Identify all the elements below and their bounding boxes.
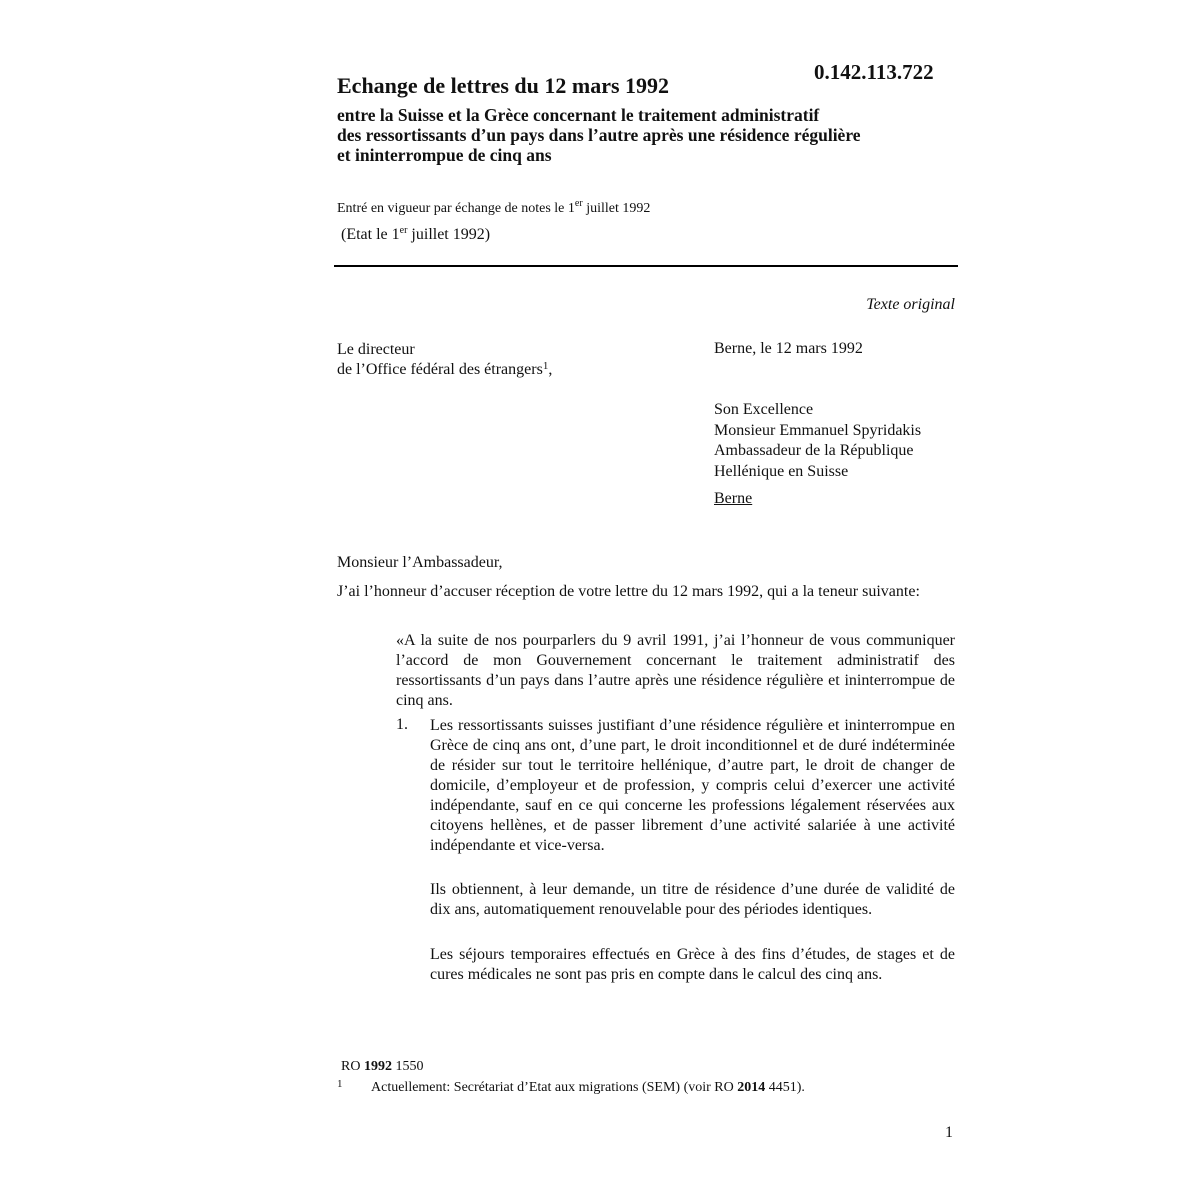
sender-line: [337, 360, 552, 380]
entry-into-force-suffix: juillet 1992: [582, 201, 651, 216]
intro-paragraph: J’ai l’honneur d’accuser réception de votre lettre du 12 mars 1992, qui a la teneur suivante:: [337, 583, 920, 600]
footnote-reference[interactable]: 1: [542, 360, 549, 372]
sr-number: 0.142.113.722: [814, 60, 934, 84]
state-sup: er: [399, 225, 408, 236]
sender-block: [337, 340, 552, 380]
entry-into-force-sup: er: [574, 198, 583, 209]
item-paragraph: Les séjours temporaires effectués en Grèce à des fins d’études, de stages et de cures médicales ne sont pas pris en compte dans le calcul des cinq ans.: [430, 946, 955, 983]
recipient-block: [714, 400, 921, 482]
state-suffix: juillet 1992): [407, 226, 491, 243]
sender-trailing: ,: [548, 361, 553, 378]
sender-line: Le directeur: [337, 341, 415, 358]
item-paragraph: Ils obtiennent, à leur demande, un titre de résidence d’une durée de validité de dix ans, automatiquement renouvelable pour des périodes identiques.: [430, 881, 955, 918]
page-number: 1: [945, 1124, 953, 1141]
original-text-label: Texte original: [866, 296, 955, 313]
footnote-text: [371, 1080, 805, 1096]
quote-paragraph: «A la suite de nos pourparlers du 9 avril 1991, j’ai l’honneur de vous communiquer l’accord de mon Gouvernement concernant le traitement administratif des ressortissants d’un pays dans l’autre après une résidence régulière et ininterrompue de cinq ans.: [396, 632, 955, 709]
recipient-line: Son Excellence: [714, 401, 814, 418]
subtitle-line: et ininterrompue de cinq ans: [337, 145, 552, 165]
sender-office: de l’Office fédéral des étrangers: [337, 361, 543, 378]
ro-page: 1550: [391, 1059, 424, 1074]
subtitle-line: entre la Suisse et la Grèce concernant le traitement administratif: [337, 105, 820, 125]
footnote-prefix: Actuellement: Secrétariat d’Etat aux migrations (SEM) (voir RO: [371, 1080, 738, 1095]
footnote-suffix: 4451).: [765, 1080, 805, 1095]
footnote-number: 1: [337, 1078, 343, 1090]
recipient-line: Hellénique en Suisse: [714, 462, 849, 480]
entry-into-force-prefix: Entré en vigueur par échange de notes le 1: [337, 201, 575, 216]
entry-into-force: [337, 198, 651, 217]
footnote-year: 2014: [737, 1080, 766, 1095]
salutation: Monsieur l’Ambassadeur,: [337, 554, 503, 571]
document-subtitle: [337, 105, 962, 165]
item-number: 1.: [396, 716, 408, 733]
subtitle-line: des ressortissants d’un pays dans l’autre après une résidence régulière: [337, 125, 861, 145]
state-date: [341, 226, 490, 244]
state-prefix: (Etat le 1: [341, 226, 400, 243]
ro-reference: [341, 1059, 423, 1075]
recipient-city: Berne: [714, 490, 753, 507]
item-paragraph: Les ressortissants suisses justifiant d’une résidence régulière et ininterrompue en Grèce de cinq ans ont, d’une part, le droit inconditionnel et de duré indéterminée de résider sur tout le territoire hellénique, d’autre part, le droit de changer de domicile, d’employeur et de profession, y compris celui d’exercer une activité indépendante, sauf en ce qui concerne les professions légalement réservées aux citoyens hellènes, et de passer librement d’une activité salariée à une activité indépendante et vice-versa.: [430, 717, 955, 854]
recipient-line: Monsieur Emmanuel Spyridakis: [714, 421, 922, 439]
ro-year: 1992: [363, 1059, 392, 1074]
document-title: Echange de lettres du 12 mars 1992: [337, 73, 670, 98]
recipient-line: Ambassadeur de la République: [714, 442, 914, 459]
header-divider: [334, 265, 958, 267]
place-date: Berne, le 12 mars 1992: [714, 340, 863, 357]
ro-prefix: RO: [341, 1059, 364, 1074]
